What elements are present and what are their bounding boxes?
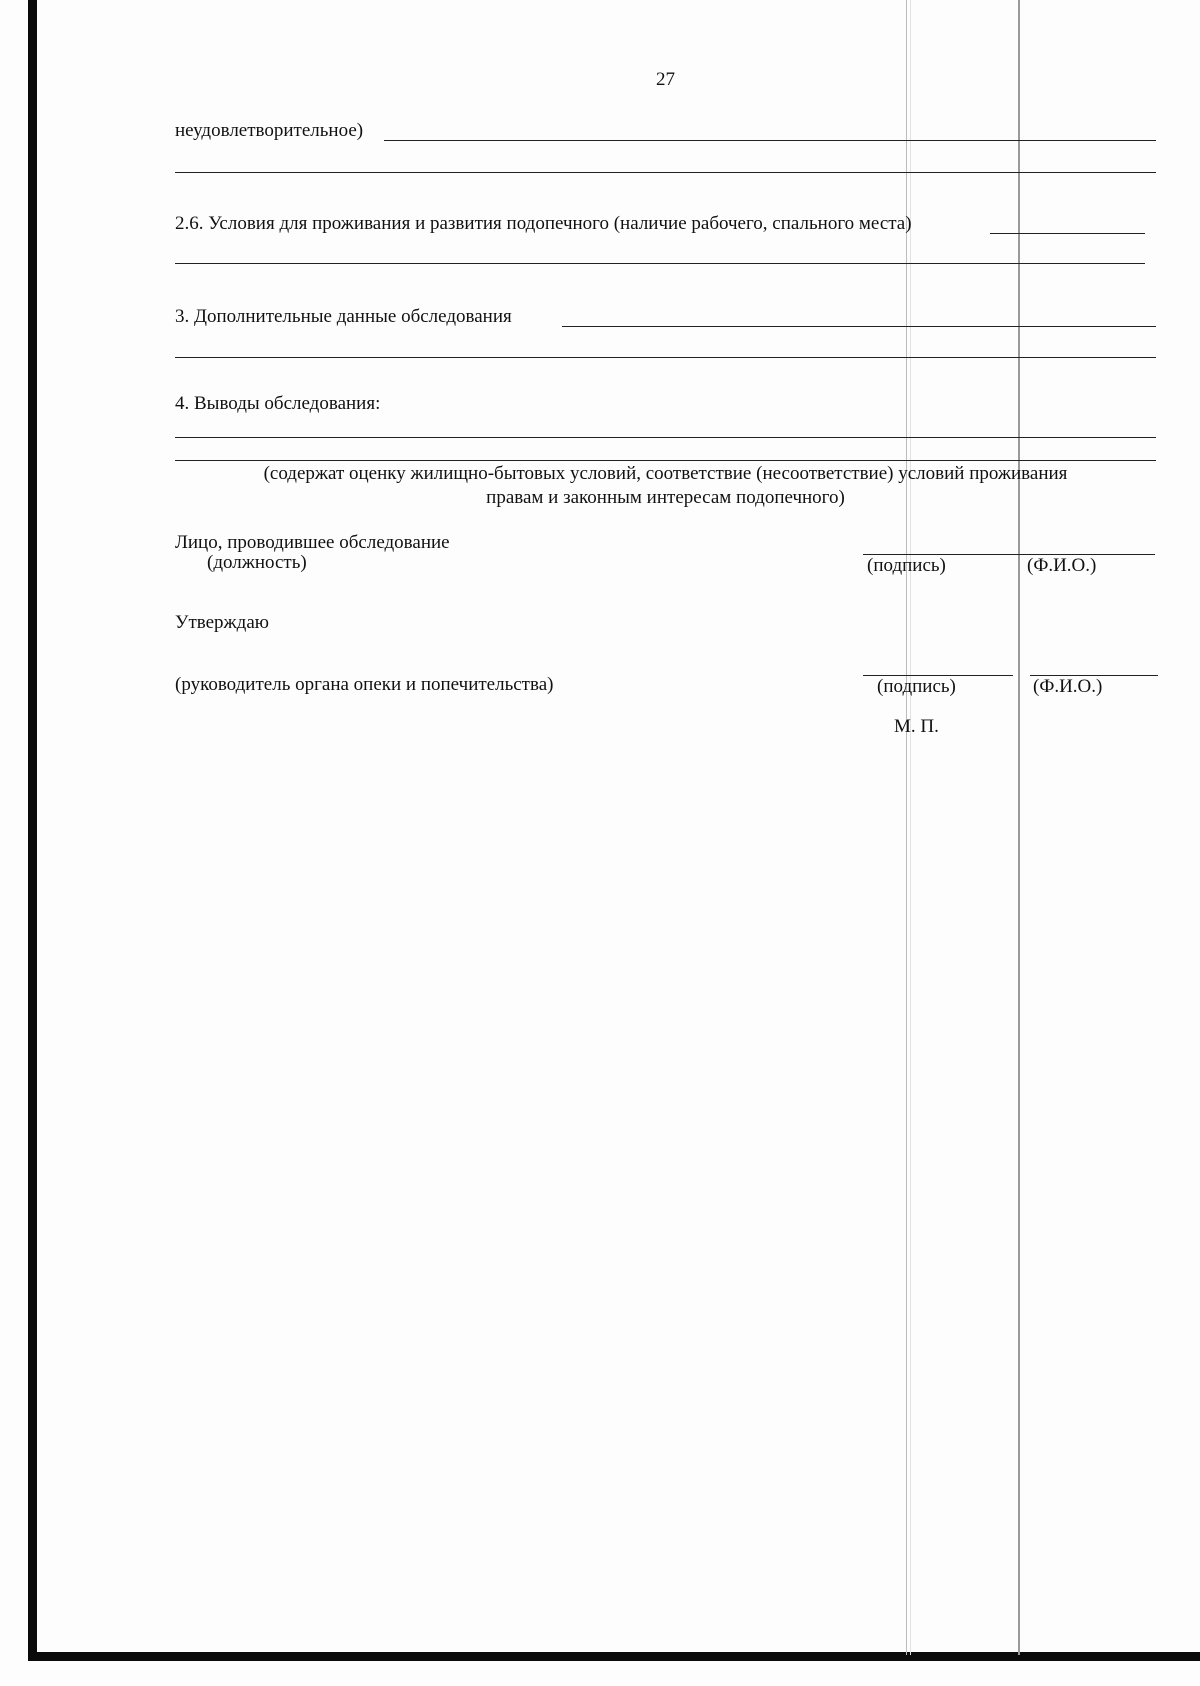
stamp-place: М. П. [894,716,939,737]
fill-line [175,437,1156,438]
fill-line [175,263,1145,264]
scan-bottom-edge [28,1652,1200,1661]
section-4: 4. Выводы обследования: [175,393,381,414]
approval-fio: (Ф.И.О.) [1033,676,1103,697]
fill-line [990,233,1145,234]
inspector-fio: (Ф.И.О.) [1027,555,1097,576]
approval-label: Утверждаю [175,612,269,633]
page-number: 27 [656,69,675,90]
fill-line [175,172,1156,173]
conclusion-note-line2: правам и законным интересам подопечного) [486,487,845,508]
fill-line [562,326,1156,327]
fill-line [175,460,1156,461]
scan-fold-line [906,0,907,1655]
inspector-label: Лицо, проводившее обследование [175,532,450,553]
section-3: 3. Дополнительные данные обследования [175,306,512,327]
inspector-signature: (подпись) [867,555,946,576]
line1-label: неудовлетворительное) [175,120,364,141]
scan-left-edge [28,0,37,1660]
fill-line [175,357,1156,358]
approval-head: (руководитель органа опеки и попечительства) [175,674,554,695]
scan-fold-line-shadow [910,0,911,1655]
conclusion-note-line1: (содержат оценку жилищно-бытовых условий, соответствие (несоответствие) условий проживания [263,463,1068,484]
section-2-6: 2.6. Условия для проживания и развития подопечного (наличие рабочего, спального места) [175,213,912,234]
scan-crease-line [1018,0,1020,1655]
approval-signature: (подпись) [877,676,956,697]
fill-line [384,140,1156,141]
inspector-position: (должность) [207,552,307,573]
